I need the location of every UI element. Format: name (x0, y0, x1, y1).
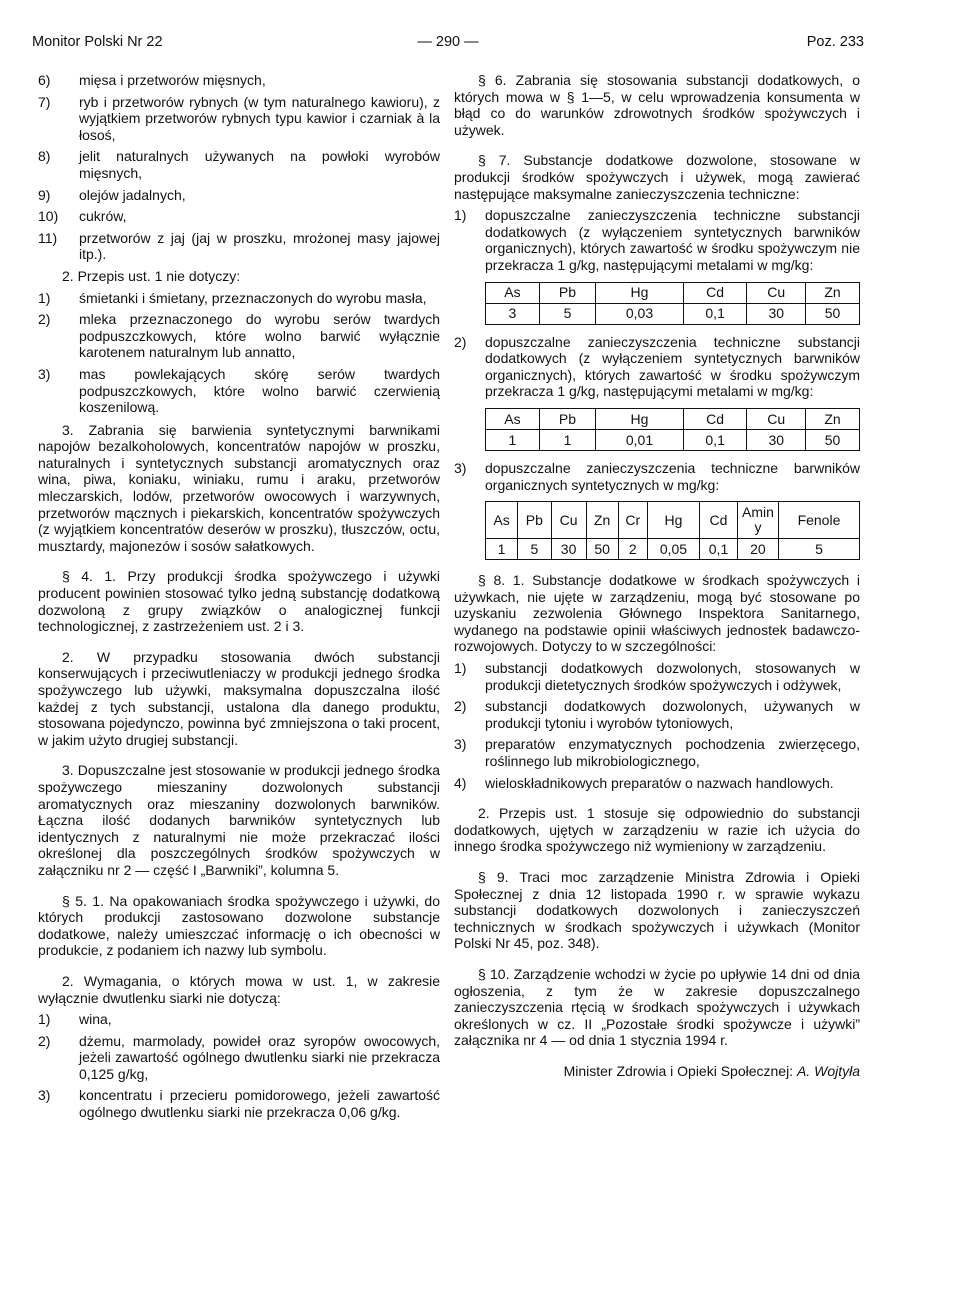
table-cell: 50 (586, 539, 618, 560)
table-cell: 50 (806, 303, 860, 324)
list-item: 3) koncentratu i przecieru pomidorowego, jeżeli zawartość ogólnego dwutlenku siarki nie przekracza 0,06 g/kg. (38, 1087, 440, 1121)
table-header-cell: Cd (700, 502, 738, 539)
paragraph: 2. Przepis ust. 1 stosuje się odpowiednio do substancji dodatkowych, ujętych w zarządzeniu w razie ich użycia do innego środka spożywczego niż wymieniony w zarządzeniu. (454, 805, 860, 855)
table-cell: 5 (518, 539, 552, 560)
list-item: 1) substancji dodatkowych dozwolonych, stosowanych w produkcji dietetycznych środków spożywczych i odżywek, (454, 660, 860, 693)
table-cell: 2 (618, 539, 647, 560)
paragraph: 3. Dopuszczalne jest stosowanie w produkcji jednego środka spożywczego mieszaniny dozwolonych substancji aromatycznych oraz mieszaniny dozwolonych barwników. Łączna ilość dodanych barwników syntetycznych lub identycznych z naturalnymi nie może przekraczać ilości określonej dla poszczególnych środków spożywczych w załączniku nr 2 — część I „Barwniki”, kolumna 5. (38, 762, 440, 878)
list-item: 1) wina, (38, 1011, 112, 1028)
paragraph: § 7. Substancje dodatkowe dozwolone, stosowane w produkcji środków spożywczych i używek, mogą zawierać następujące maksymalne zanieczyszczenia techniczne: (454, 152, 860, 202)
list-item: 2) substancji dodatkowych dozwolonych, używanych w produkcji tytoniu i wyrobów tytoniowych, (454, 698, 860, 731)
paragraph: § 4. 1. Przy produkcji środka spożywczego i używki producent powinien stosować tylko jedną substancję dodatkową dozwoloną z grupy związków o analogicznej funkcji technologicznej, z zastrzeżeniem ust. 2 i 3. (38, 568, 440, 635)
paragraph: § 9. Traci moc zarządzenie Ministra Zdrowia i Opieki Społecznej z dnia 12 listopada 1990 r. w sprawie wykazu substancji dodatkowych dozwolonych i zanieczyszczeń technicznych w środkach spożywczych i używkach (Monitor Polski Nr 45, poz. 348). (454, 869, 860, 952)
table-cell: 0,05 (647, 539, 699, 560)
list-item: 9) olejów jadalnych, (38, 186, 186, 203)
table-cell: 0,01 (596, 429, 684, 450)
paragraph: § 10. Zarządzenie wchodzi w życie po upływie 14 dni od dnia ogłoszenia, z tym że w zakresie dopuszczalnego zanieczyszczenia rtęcią w środkach spożywczych i używkach określonych w cz. II „Pozostałe środki spożywcze i używki” załącznika nr 4 — od dnia 1 stycznia 1994 r. (454, 965, 860, 1049)
list-item: 1) dopuszczalne zanieczyszczenia techniczne substancji dodatkowych (z wyłączeniem syntetycznych barwników organicznych), których zawartość w środku spożywczym nie przekracza 1 g/kg, następującymi metalami w mg/kg: (454, 207, 860, 273)
table-cell: 0,1 (683, 429, 747, 450)
list-item: 1) śmietanki i śmietany, przeznaczonych do wyrobu masła, (38, 289, 427, 306)
table-cell: 30 (747, 303, 806, 324)
list-item: 7) ryb i przetworów rybnych (w tym naturalnego kawioru), z wyjątkiem przetworów rybnych typu kawior i czarniak à la łosoś, (38, 93, 440, 143)
table-header-cell: Cd (683, 408, 747, 429)
table-cell: 5 (778, 539, 859, 560)
journal-title: Monitor Polski Nr 22 (32, 34, 163, 50)
table-cell: 1 (539, 429, 595, 450)
paragraph: 2. Przepis ust. 1 nie dotyczy: (62, 267, 241, 284)
paragraph: § 5. 1. Na opakowaniach środka spożywczego i używki, do których produkcji zastosowano dozwolone substancje dodatkowe, należy umieszczać informację o ich obecności w produkcie, z podaniem ich nazwy lub symbolu. (38, 892, 440, 959)
metals-table-2 (485, 408, 860, 451)
list-item: 10) cukrów, (38, 208, 127, 225)
list-item: 11) przetworów z jaj (jaj w proszku, mrożonej masy jajowej itp.). (38, 229, 440, 263)
table-header-cell: Pb (539, 408, 595, 429)
table-cell: 30 (551, 539, 586, 560)
table-header-cell: Cu (551, 502, 586, 539)
list-item: 2) dopuszczalne zanieczyszczenia techniczne substancji dodatkowych (z wyłączeniem syntetycznych barwników organicznych), których zawartość w środku spożywczym przekracza 1 g/kg, następującymi metalami w mg/kg: (454, 333, 860, 400)
paragraph: § 6. Zabrania się stosowania substancji dodatkowych, o których mowa w § 1—5, w celu wprowadzenia konsumenta w błąd co do warunków zdrowotnych środków spożywczych i używek. (454, 72, 860, 138)
table-header-cell: Hg (596, 282, 684, 303)
list-item: 3) dopuszczalne zanieczyszczenia techniczne barwników organicznych syntetycznych w mg/kg: (454, 459, 860, 493)
table-cell: 0,03 (596, 303, 684, 324)
paragraph: 2. W przypadku stosowania dwóch substancji konserwujących i przeciwutleniaczy w produkcji jednego środka spożywczego lub używki, maksymalna dopuszczalna ilość każdej z tych substancji, ustalona dla danego produktu, stosowana pojedynczo, powinna być zmniejszona o taki procent, w jakim użyto drugiej substancji. (38, 648, 440, 748)
table-cell: 20 (737, 539, 778, 560)
table-cell: 3 (486, 303, 540, 324)
page-number: — 290 — (417, 34, 479, 50)
table-cell: 50 (806, 429, 860, 450)
metals-table-1 (485, 282, 860, 325)
right-column (454, 72, 860, 1080)
list-item: 4) wieloskładnikowych preparatów o nazwach handlowych. (454, 774, 834, 791)
table-cell: 0,1 (683, 303, 747, 324)
table-cell: 0,1 (700, 539, 738, 560)
table-header-cell: Cr (618, 502, 647, 539)
table-header-cell: Zn (806, 408, 860, 429)
list-item: 3) mas powlekających skórę serów twardych podpuszczkowych, które wolno barwić czerwienią koszenilową. (38, 365, 440, 416)
list-item: 8) jelit naturalnych używanych na powłoki wyrobów mięsnych, (38, 148, 440, 181)
table-header-cell: Aminy (737, 502, 778, 539)
paragraph: 2. Wymagania, o których mowa w ust. 1, w zakresie wyłącznie dwutlenku siarki nie dotyczą: (38, 972, 440, 1006)
table-header-cell: Zn (586, 502, 618, 539)
list-item: 3) preparatów enzymatycznych pochodzenia zwierzęcego, roślinnego lub mikrobiologicznego, (454, 736, 860, 770)
table-header-cell: Cu (747, 408, 806, 429)
table-header-cell: As (486, 282, 540, 303)
table-cell: 1 (486, 429, 540, 450)
page-header (32, 34, 864, 54)
signature-title: Minister Zdrowia i Opieki Społecznej: (563, 1062, 794, 1079)
paragraph: 3. Zabrania się barwienia syntetycznymi barwnikami napojów bezalkoholowych, koncentratów napojów w proszku, naturalnych i syntetycznych substancji aromatycznych oraz wina, piwa, koniaku, winiaku, rumu i araku, przetworów mleczarskich, lodów, przetworów owocowych i warzywnych, przetworów mącznych i piekarskich, koncentratów spożywczych (z wyjątkiem koncentratów deserów w proszku), tłuszczów, octu, musztardy, majonezów i sosów sałatkowych. (38, 421, 440, 554)
table-header-cell: Hg (647, 502, 699, 539)
table-header-cell: Cu (747, 282, 806, 303)
list-item: 6) mięsa i przetworów mięsnych, (38, 72, 266, 88)
table-header-cell: As (486, 502, 518, 539)
paragraph: § 8. 1. Substancje dodatkowe w środkach spożywczych i używkach, nie ujęte w zarządzeniu, mogą być stosowane po uzyskaniu zezwolenia Głównego Inspektora Sanitarnego, wydanego na podstawie opinii właściwych jednostek badawczo-rozwojowych. Dotyczy to w szczególności: (454, 572, 860, 655)
table-header-cell: Hg (596, 408, 684, 429)
table-header-cell: Fenole (778, 502, 859, 539)
dyes-impurities-table (485, 501, 860, 560)
table-cell: 30 (747, 429, 806, 450)
table-header-cell: Cd (683, 282, 747, 303)
table-header-cell: Zn (806, 282, 860, 303)
table-cell: 1 (486, 539, 518, 560)
list-item: 2) dżemu, marmolady, powideł oraz syropów owocowych, jeżeli zawartość ogólnego dwutlenku siarki nie przekracza 0,125 g/kg, (38, 1032, 440, 1082)
table-header-cell: Pb (518, 502, 552, 539)
signature-name: A. Wojtyła (796, 1062, 860, 1079)
signature (454, 1063, 860, 1080)
position-number: Poz. 233 (806, 34, 864, 50)
table-cell: 5 (539, 303, 595, 324)
table-header-cell: As (486, 408, 540, 429)
left-column (38, 72, 440, 1121)
table-header-cell: Pb (539, 282, 595, 303)
list-item: 2) mleka przeznaczonego do wyrobu serów twardych podpuszczkowych, które wolno barwić wyłącznie karotenem naturalnym lub annatto, (38, 311, 440, 361)
